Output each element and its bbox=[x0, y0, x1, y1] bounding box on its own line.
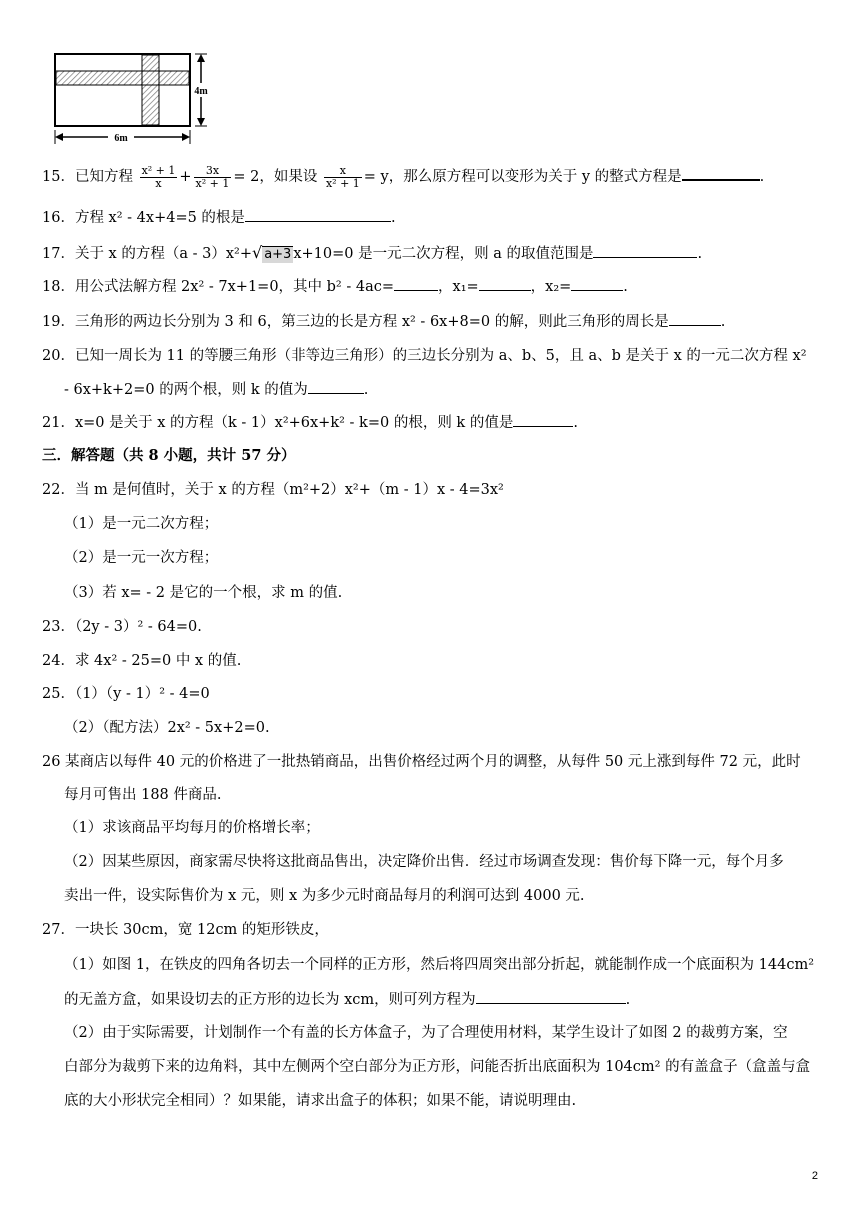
question-27-part-1-line-2: 的无盖方盒，如果设切去的正方形的边长为 xcm，则可列方程为 . bbox=[64, 989, 854, 1010]
page-number: 2 bbox=[811, 1170, 818, 1182]
question-27: 27．一块长 30cm，宽 12cm 的矩形铁皮， bbox=[42, 922, 329, 938]
width-label: 6m bbox=[114, 133, 128, 144]
question-17: 17．关于 x 的方程（a - 3）x²+√ a+3 x+10=0 是一元二次方程，则 a 的取值范围是 . bbox=[42, 243, 703, 262]
rectangle-road-figure bbox=[45, 50, 215, 148]
question-27-part-1-line-1: （1）如图 1，在铁皮的四角各切去一个同样的正方形，然后将四周突出部分折起，就能制作成一个底面积为 144cm² bbox=[64, 957, 815, 973]
answer-blank-18b[interactable] bbox=[479, 276, 531, 291]
question-24: 24．求 4x² - 25=0 中 x 的值. bbox=[42, 653, 242, 669]
question-27-part-2-line-3: 底的大小形状完全相同）？如果能，请求出盒子的体积；如果不能，请说明理由. bbox=[64, 1093, 577, 1109]
sqrt-symbol: √ bbox=[251, 243, 263, 262]
answer-blank-18c[interactable] bbox=[571, 276, 623, 291]
answer-blank-17[interactable] bbox=[593, 243, 697, 258]
answer-blank-20[interactable] bbox=[308, 379, 364, 394]
fraction-3: $\frac{x}{\text{x² + 1}}$ bbox=[325, 163, 360, 190]
question-22-part-2: （2）是一元一次方程； bbox=[64, 550, 219, 566]
question-22: 22．当 m 是何值时，关于 x 的方程（m²+2）x²+（m - 1）x - 4=3x² bbox=[42, 482, 504, 498]
question-20-line-2: - 6x+k+2=0 的两个根，则 k 的值为 . bbox=[64, 379, 854, 400]
question-22-part-1: （1）是一元二次方程； bbox=[64, 516, 219, 532]
vertical-road bbox=[142, 55, 159, 125]
horizontal-road bbox=[56, 71, 189, 85]
question-21: 21．x=0 是关于 x 的方程（k - 1）x²+6x+k² - k=0 的根，则 k 的值是 . bbox=[42, 412, 832, 433]
question-22-part-3: （3）若 x= - 2 是它的一个根，求 m 的值. bbox=[64, 585, 343, 601]
field-outline bbox=[55, 54, 190, 126]
question-25-part-1: 25．（1）（y - 1）² - 4=0 bbox=[42, 686, 210, 702]
question-19: 19．三角形的两边长分别为 3 和 6，第三边的长是方程 x² - 6x+8=0 的解，则此三角形的周长是 . bbox=[42, 311, 832, 332]
fraction-2: $\frac{3x}{\text{x² + 1}}$ bbox=[195, 163, 230, 190]
answer-blank-27[interactable] bbox=[476, 989, 626, 1004]
fraction-1: $\frac{\text{x² + 1}}{x}$ bbox=[141, 163, 176, 190]
question-26-part-1: （1）求该商品平均每月的价格增长率； bbox=[64, 820, 320, 836]
question-26-line-1: 26 某商店以每件 40 元的价格进了一批热销商品，出售价格经过两个月的调整，从每件 50 元上涨到每件 72 元，此时 bbox=[42, 754, 801, 770]
question-23: 23．（2y - 3）² - 64=0. bbox=[42, 619, 202, 635]
question-26-line-2: 每月可售出 188 件商品. bbox=[64, 787, 222, 803]
sqrt-radicand: a+3 bbox=[264, 247, 292, 262]
answer-blank-15[interactable] bbox=[682, 165, 760, 181]
question-26-part-2-line-1: （2）因某些原因，商家需尽快将这批商品售出，决定降价出售．经过市场调查发现：售价每下降一元，每个月多 bbox=[64, 854, 784, 870]
height-label: 4m bbox=[194, 86, 208, 97]
question-27-part-2-line-2: 白部分为裁剪下来的边角料，其中左侧两个空白部分为正方形，问能否折出底面积为 104cm² 的有盖盒子（盒盖与盒 bbox=[64, 1059, 811, 1075]
question-16: 16．方程 x² - 4x+4=5 的根是 . bbox=[42, 207, 832, 228]
question-18: 18．用公式法解方程 2x² - 7x+1=0，其中 b² - 4ac= ，x₁= ，x₂= . bbox=[42, 276, 832, 297]
question-27-part-2-line-1: （2）由于实际需要，计划制作一个有盖的长方体盒子，为了合理使用材料，某学生设计了如图 2 的裁剪方案，空 bbox=[64, 1025, 788, 1041]
question-15: 15．已知方程 $\frac{\text{x² + 1}}{x}$ + $\frac{3x}{\text{x² + 1}}$ = 2，如果设 $\frac{x}{\text{x² + 1}}$ = y，那么原方程可以变形为关于 y 的整式方程是 . bbox=[42, 163, 765, 190]
question-26-part-2-line-2: 卖出一件，设实际售价为 x 元，则 x 为多少元时商品每月的利润可达到 4000 元. bbox=[64, 888, 585, 904]
answer-blank-21[interactable] bbox=[513, 412, 573, 427]
question-20-line-1: 20．已知一周长为 11 的等腰三角形（非等边三角形）的三边长分别为 a、b、5，且 a、b 是关于 x 的一元二次方程 x² bbox=[42, 348, 807, 364]
answer-blank-19[interactable] bbox=[669, 311, 721, 326]
answer-blank-18a[interactable] bbox=[394, 276, 438, 291]
answer-blank-16[interactable] bbox=[245, 207, 391, 222]
question-25-part-2: （2）（配方法）2x² - 5x+2=0. bbox=[64, 720, 270, 736]
section-3-heading: 三．解答题（共 8 小题，共计 57 分） bbox=[42, 447, 296, 464]
